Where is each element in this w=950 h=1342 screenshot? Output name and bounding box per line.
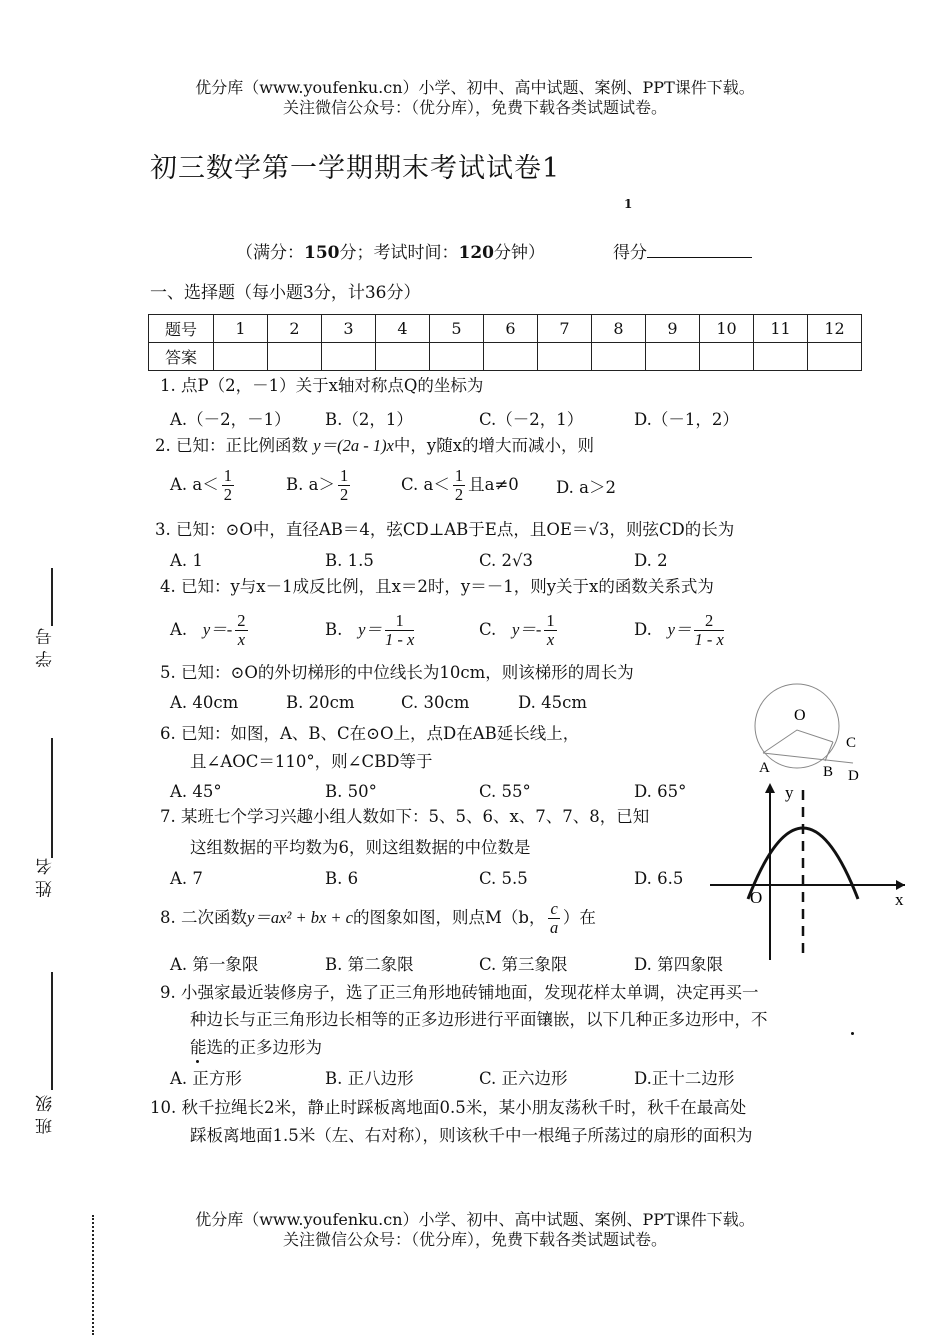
q7-option-c: C. 5.5	[479, 869, 528, 888]
q1-option-a: A.（－2，－1）	[170, 410, 291, 429]
banji-line	[51, 972, 53, 1090]
q5-option-c: C. 30cm	[401, 693, 470, 712]
label-o: O	[794, 707, 806, 724]
q4-stem: 4. 已知：y与x－1成反比例，且x＝2时，y＝－1，则y关于x的函数关系式为	[160, 577, 714, 596]
q1-option-c: C.（－2，1）	[479, 410, 584, 429]
q9-option-d: D.正十二边形	[634, 1069, 735, 1088]
q2-option-b: B. a＞ $\frac{1}{2}$	[286, 466, 349, 504]
answer-table-answer-row	[149, 343, 862, 371]
table-cell-number: 3	[322, 315, 376, 343]
q3-option-b: B. 1.5	[325, 551, 374, 570]
label-a: A	[759, 760, 770, 776]
label-b: B	[823, 764, 834, 780]
answer-cell[interactable]	[484, 343, 538, 371]
table-cell-number: 9	[646, 315, 700, 343]
table-cell-number: 1	[214, 315, 268, 343]
table-cell-number: 7	[538, 315, 592, 343]
answer-cell[interactable]	[700, 343, 754, 371]
q9-stem-line-2: 种边长与正三角形边长相等的正多边形进行平面镶嵌，以下几种正多边形中，不	[190, 1010, 768, 1029]
table-cell-number: 11	[754, 315, 808, 343]
q9-option-a: A. 正方形	[170, 1069, 242, 1088]
q2-stem: 2. 已知：正比例函数 y＝(2a - 1)x中，y随x的增大而减小，则	[155, 436, 595, 455]
label-x: x	[895, 890, 904, 909]
label-y: y	[785, 783, 794, 802]
circle-figure	[745, 680, 875, 790]
table-cell-number: 2	[268, 315, 322, 343]
q6-stem-line-1: 6. 已知：如图，A、B、C在⊙O上，点D在AB延长线上，	[160, 724, 580, 743]
answer-table-number-row	[149, 315, 862, 343]
q5-option-b: B. 20cm	[286, 693, 355, 712]
y-axis-arrow	[765, 783, 775, 793]
answer-cell[interactable]	[646, 343, 700, 371]
label-c: C	[846, 735, 857, 751]
footer-line-2: 关注微信公众号：（优分库），免费下载各类试题试卷。	[282, 1230, 667, 1249]
header-line-1: 优分库（www.youfenku.cn）小学、初中、高中试题、案例、PPT课件下载。	[195, 78, 755, 97]
table-cell-number: 12	[808, 315, 862, 343]
radius-lines	[763, 730, 833, 753]
q8-stem: 8. 二次函数y＝ax² + bx + c的图象如图，则点M（b， $\frac{c}{a}$ ）在	[160, 899, 596, 937]
banji-field[interactable]: 班 级	[36, 1095, 56, 1135]
answer-cell[interactable]	[538, 343, 592, 371]
answer-cell[interactable]	[592, 343, 646, 371]
q1-stem: 1. 点P（2，－1）关于x轴对称点Q的坐标为	[160, 376, 484, 395]
q6-option-b: B. 50°	[325, 782, 377, 801]
chord-cb	[825, 742, 833, 761]
q3-option-d: D. 2	[634, 551, 668, 570]
q6-option-a: A. 45°	[170, 782, 222, 801]
q7-option-b: B. 6	[325, 869, 359, 888]
q1-option-d: D.（－1，2）	[634, 410, 739, 429]
q2-option-a: A. a＜ $\frac{1}{2}$	[170, 466, 232, 504]
parabola-figure	[700, 775, 915, 960]
q8-option-c: C. 第三象限	[479, 955, 568, 974]
q2-option-d: D. a＞2	[556, 478, 616, 497]
q6-option-c: C. 55°	[479, 782, 531, 801]
xingming-field[interactable]: 姓 名	[36, 858, 56, 898]
answer-cell[interactable]	[754, 343, 808, 371]
q3-stem: 3. 已知：⊙O中，直径AB＝4，弦CD⊥AB于E点，且OE＝√3，则弦CD的长为	[155, 520, 735, 539]
table-cell-number: 8	[592, 315, 646, 343]
q8-option-a: A. 第一象限	[170, 955, 259, 974]
answer-cell[interactable]	[430, 343, 484, 371]
q6-stem-line-2: 且∠AOC＝110°，则∠CBD等于	[190, 752, 433, 771]
q5-option-a: A. 40cm	[170, 693, 239, 712]
line-ad	[763, 753, 853, 763]
q9-option-c: C. 正六边形	[479, 1069, 568, 1088]
exam-meta: （满分：150分；考试时间：120分钟）	[236, 243, 545, 263]
footer-line-1: 优分库（www.youfenku.cn）小学、初中、高中试题、案例、PPT课件下载。	[195, 1210, 755, 1229]
table-header-answer: 答案	[149, 343, 214, 371]
answer-table	[148, 314, 862, 371]
q7-stem-line-1: 7. 某班七个学习兴趣小组人数如下：5、5、6、x、7、7、8，已知	[160, 807, 650, 826]
q1-option-b: B.（2，1）	[325, 410, 413, 429]
xuehao-field[interactable]: 学 号	[36, 628, 56, 668]
label-d: D	[848, 768, 859, 784]
score-field[interactable]: 得分	[613, 238, 752, 263]
q10-stem-line-2: 踩板离地面1.5米（左、右对称），则该秋千中一根绳子所荡过的扇形的面积为	[190, 1126, 753, 1145]
table-cell-number: 5	[430, 315, 484, 343]
q8-option-b: B. 第二象限	[325, 955, 414, 974]
q10-stem-line-1: 10. 秋千拉绳长2米，静止时踩板离地面0.5米，某小朋友荡秋千时，秋千在最高处	[150, 1098, 747, 1117]
emphasis-dot	[196, 1060, 199, 1063]
q7-option-d: D. 6.5	[634, 869, 684, 888]
q9-option-b: B. 正八边形	[325, 1069, 414, 1088]
q4-option-c: C. y＝- $\frac{1}{x}$	[479, 611, 555, 649]
xingming-line	[51, 738, 53, 858]
q5-option-d: D. 45cm	[518, 693, 588, 712]
x-axis-arrow	[896, 880, 905, 890]
q9-stem-line-3: 能选的正多边形为	[190, 1038, 322, 1057]
q6-option-d: D. 65°	[634, 782, 687, 801]
page-title: 初三数学第一学期期末考试试卷1	[150, 153, 561, 184]
q4-option-b: B. y＝ $\frac{1}{1 - x}$	[325, 611, 415, 649]
answer-cell[interactable]	[322, 343, 376, 371]
header-line-2: 关注微信公众号：（优分库），免费下载各类试题试卷。	[282, 98, 667, 117]
q3-option-c: C. 2√3	[479, 551, 534, 570]
xuehao-line	[51, 568, 53, 626]
q9-stem-line-1: 9. 小强家最近装修房子，选了正三角形地砖铺地面，发现花样太单调，决定再买一	[160, 983, 759, 1002]
q2-option-c: C. a＜ $\frac{1}{2}$ 且a≠0	[401, 466, 519, 504]
answer-cell[interactable]	[268, 343, 322, 371]
answer-cell[interactable]	[376, 343, 430, 371]
label-origin: O	[750, 888, 763, 907]
q8-option-d: D. 第四象限	[634, 955, 724, 974]
q3-option-a: A. 1	[170, 551, 203, 570]
title-superscript: 1	[624, 197, 633, 211]
q5-stem: 5. 已知：⊙O的外切梯形的中位线长为10cm，则该梯形的周长为	[160, 663, 634, 682]
q4-option-a: A. y＝- $\frac{2}{x}$	[170, 611, 246, 649]
table-cell-number: 10	[700, 315, 754, 343]
answer-cell[interactable]	[808, 343, 862, 371]
table-header-number: 题号	[149, 315, 214, 343]
q7-stem-line-2: 这组数据的平均数为6，则这组数据的中位数是	[190, 838, 531, 857]
emphasis-dot	[851, 1032, 854, 1035]
section-heading: 一、选择题（每小题3分，计36分）	[150, 283, 421, 303]
table-cell-number: 6	[484, 315, 538, 343]
circle-o	[755, 684, 839, 768]
q7-option-a: A. 7	[170, 869, 203, 888]
q4-option-d: D. y＝ $\frac{2}{1 - x}$	[634, 611, 724, 649]
answer-cell[interactable]	[214, 343, 268, 371]
table-cell-number: 4	[376, 315, 430, 343]
